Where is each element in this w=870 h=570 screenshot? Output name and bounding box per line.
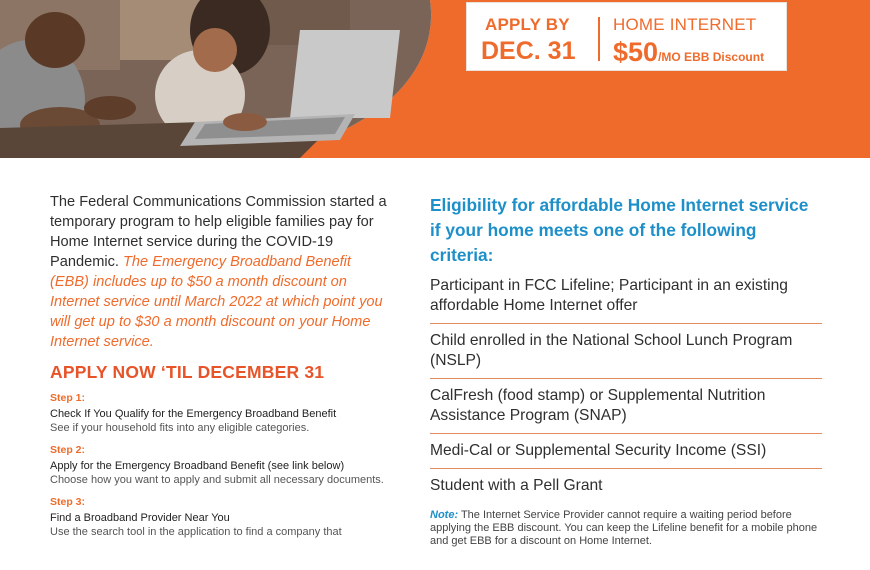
step-label: Step 3: xyxy=(50,496,86,508)
criteria-item: Student with a Pell Grant xyxy=(430,477,603,494)
eligibility-note xyxy=(430,509,822,548)
eligibility-heading: Eligibility for affordable Home Internet service if your home meets one of the following criteria: xyxy=(430,195,809,265)
intro-highlight: The Emergency Broadband Benefit (EBB) includes up to $50 a month discount on Internet service until March 2022 at which point you will get up to $30 a month discount on your Home Internet service. xyxy=(50,254,383,350)
step-title: Find a Broadband Provider Near You xyxy=(50,512,230,524)
step-2 xyxy=(50,444,390,487)
eligibility-column xyxy=(430,193,822,548)
criteria-item: Child enrolled in the National School Lunch Program (NSLP) xyxy=(430,324,822,379)
criteria-item: Medi-Cal or Supplemental Security Income (SSI) xyxy=(430,434,822,469)
step-label: Step 1: xyxy=(50,392,86,404)
intro-paragraph xyxy=(50,192,390,352)
step-title: Apply for the Emergency Broadband Benefit (see link below) xyxy=(50,460,345,472)
step-title: Check If You Qualify for the Emergency Broadband Benefit xyxy=(50,408,337,420)
step-label: Step 2: xyxy=(50,444,86,456)
apply-by-label: APPLY BY xyxy=(485,15,570,34)
apply-callout-box xyxy=(466,2,787,71)
home-internet-label: HOME INTERNET xyxy=(613,15,757,34)
step-description: Use the search tool in the application to find a company that xyxy=(50,526,342,538)
step-description: See if your household fits into any eligible categories. xyxy=(50,422,310,434)
intro-text: The Federal Communications Commission started a temporary program to help eligible families pay for Home Internet service during the COVID-19 Pandemic. xyxy=(50,194,387,270)
discount-label: /MO EBB Discount xyxy=(658,50,765,64)
criteria-item: Participant in FCC Lifeline; Participant in an existing affordable Home Internet offer xyxy=(430,276,822,324)
discount-price xyxy=(613,37,764,68)
discount-amount: $50 xyxy=(613,37,659,67)
note-text: The Internet Service Provider cannot require a waiting period before applying the EBB discount. You can keep the Lifeline benefit for a mobile phone and get EBB for a discount on Home Internet. xyxy=(430,509,818,547)
note-label: Note: xyxy=(430,509,459,521)
program-info-column xyxy=(50,192,390,539)
eligibility-criteria-list xyxy=(430,276,822,503)
step-description: Choose how you want to apply and submit all necessary documents. xyxy=(50,474,384,486)
step-1 xyxy=(50,392,390,435)
criteria-item: CalFresh (food stamp) or Supplemental Nutrition Assistance Program (SNAP) xyxy=(430,379,822,434)
hero-banner xyxy=(0,0,870,158)
apply-deadline: DEC. 31 xyxy=(481,37,576,65)
step-3 xyxy=(50,496,390,539)
callout-divider xyxy=(598,17,600,61)
apply-now-heading: APPLY NOW ‘TIL DECEMBER 31 xyxy=(50,362,325,382)
